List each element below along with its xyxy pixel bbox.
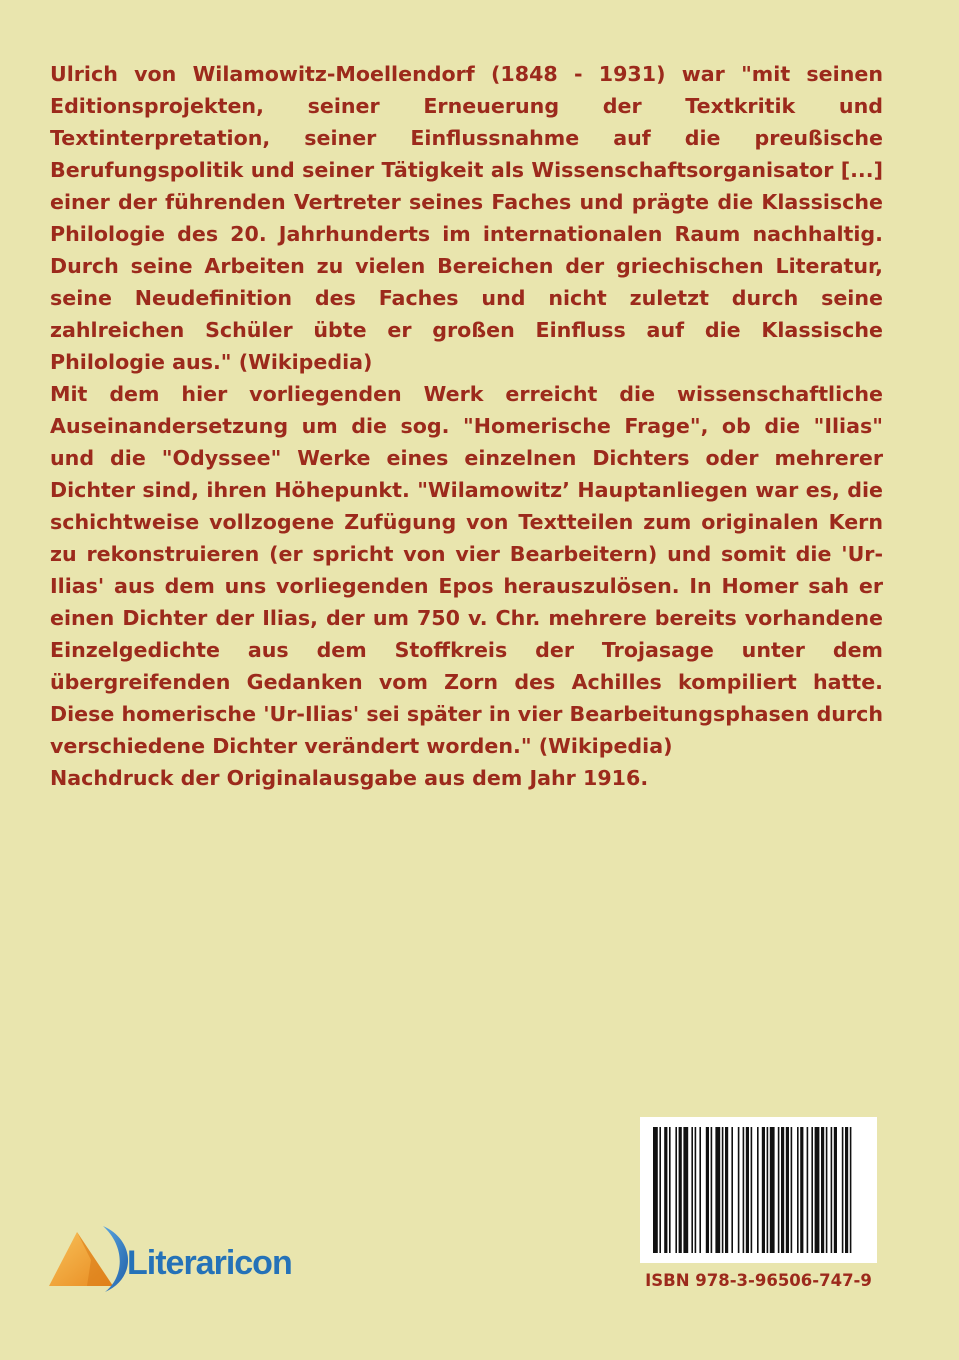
barcode-bar [821, 1127, 824, 1253]
barcode-bar [842, 1127, 844, 1253]
barcode-bar [669, 1127, 671, 1253]
barcode-bar [715, 1127, 720, 1253]
barcode-bar [800, 1127, 803, 1253]
barcode-bar [815, 1127, 820, 1253]
barcode-bar [706, 1127, 709, 1253]
isbn-number: ISBN 978-3-96506-747-9 [645, 1271, 872, 1290]
publisher-logo [45, 1222, 305, 1294]
back-cover-blurb [50, 58, 883, 794]
barcode-bar [675, 1127, 677, 1253]
publisher-logo-icon [45, 1222, 135, 1294]
barcode-bar [659, 1127, 661, 1253]
barcode-bar [751, 1127, 753, 1253]
barcode-bar [834, 1127, 837, 1253]
blurb-paragraph-2: Mit dem hier vorliegenden Werk erreicht die wissenschaftliche Auseinandersetzung um die sog. "Homerische Frage", ob die "Ilias" und die "Odyssee" Werke eines einzelnen Dichters oder mehrerer Dichter sind, ihren Höhepunkt. "Wilamowitz’ Hauptanliegen war es, die schichtweise vollzogene Zufügung von Textteilen zum originalen Kern zu rekonstruieren (er spricht von vier Bearbeitern) und somit die 'Ur-Ilias' aus dem uns vorliegenden Epos herauszulösen. In Homer sah er einen Dichter der Ilias, der um 750 v. Chr. mehrere bereits vorhandene Einzelgedichte aus dem Stoffkreis der Trojasage unter dem übergreifenden Gedanken vom Zorn des Achilles kompiliert hatte. Diese homerische 'Ur-Ilias' sei später in vier Bearbeitungsphasen durch verschiedene Dichter verändert worden." (Wikipedia) [50, 382, 883, 758]
barcode-bar [699, 1127, 701, 1253]
barcode-bar [653, 1127, 658, 1253]
barcode-bar [683, 1127, 688, 1253]
barcode [640, 1117, 877, 1263]
barcode-bar [731, 1127, 733, 1253]
barcode-bar [826, 1127, 828, 1253]
barcode-bar [762, 1127, 765, 1253]
barcode-bar [722, 1127, 724, 1253]
barcode-bar [797, 1127, 799, 1253]
barcode-bar [781, 1127, 784, 1253]
barcode-bar [778, 1127, 780, 1253]
barcode-bar [738, 1127, 740, 1253]
blurb-paragraph-1: Ulrich von Wilamowitz-Moellendorf (1848 - 1931) war "mit seinen Editionsprojekten, seiner Erneuerung der Textkritik und Textinterpretation, seiner Einflussnahme auf die preußische Berufungspolitik und seiner Tätigkeit als Wissenschaftsorganisator [...] einer der führenden Vertreter seines Faches und prägte die Klassische Philologie des 20. Jahrhunderts im internationalen Raum nachhaltig. Durch seine Arbeiten zu vielen Bereichen der griechischen Literatur, seine Neudefinition des Faches und nicht zuletzt durch seine zahlreichen Schüler übte er großen Einfluss auf die Klassische Philologie aus." (Wikipedia) [50, 62, 883, 374]
barcode-bar [711, 1127, 713, 1253]
barcode-bar [743, 1127, 745, 1253]
barcode-bar [746, 1127, 749, 1253]
barcode-bar [725, 1127, 728, 1253]
barcode-bar [679, 1127, 682, 1253]
barcode-bar [850, 1127, 852, 1253]
barcode-bar [767, 1127, 769, 1253]
barcode-bar [691, 1127, 693, 1253]
barcode-bars [651, 1127, 866, 1253]
barcode-bar [770, 1127, 775, 1253]
barcode-bar [845, 1127, 848, 1253]
barcode-bar [831, 1127, 833, 1253]
barcode-bar [807, 1127, 809, 1253]
barcode-bar [791, 1127, 793, 1253]
publisher-logo-text: Literaricon [127, 1244, 292, 1282]
blurb-paragraph-3: Nachdruck der Originalausgabe aus dem Jahr 1916. [50, 766, 649, 790]
barcode-bar [786, 1127, 789, 1253]
barcode-bar [664, 1127, 667, 1253]
barcode-bar [695, 1127, 697, 1253]
barcode-bar [811, 1127, 813, 1253]
barcode-bar [757, 1127, 759, 1253]
